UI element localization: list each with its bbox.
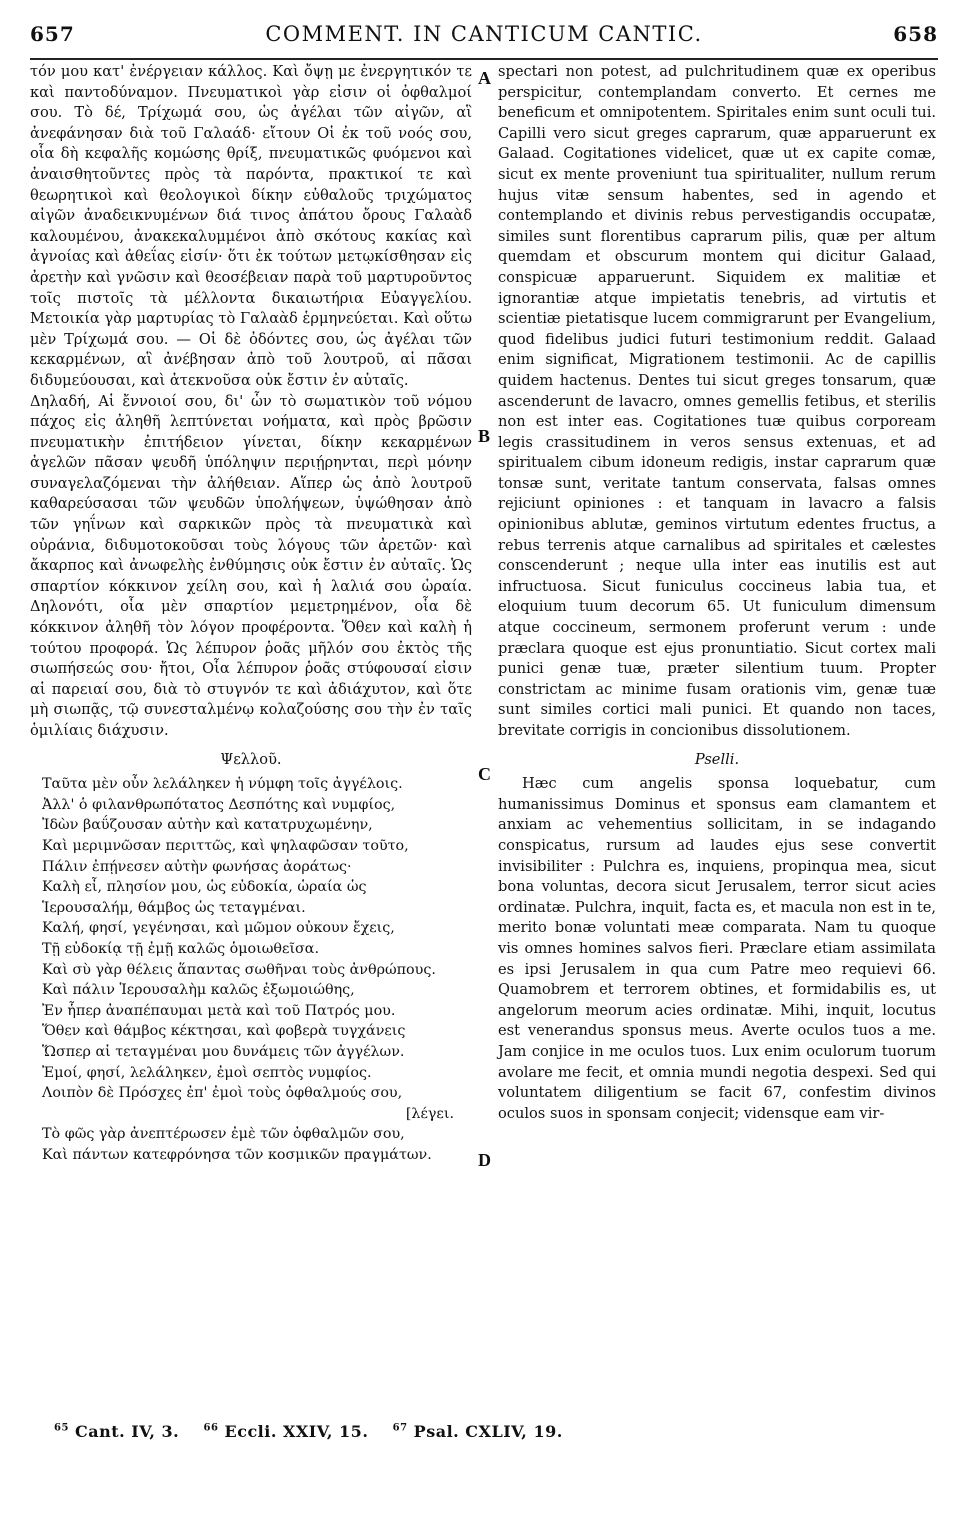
verse-line: Τὸ φῶς γὰρ ἀνεπτέρωσεν ἐμὲ τῶν ὀφθαλμῶν σου, xyxy=(42,1126,405,1143)
greek-column xyxy=(30,62,472,1165)
page-number-left: 657 xyxy=(30,22,75,46)
verse-line: Ὥσπερ αἱ τεταγμέναι μου δυνάμεις τῶν ἀγγέλων. xyxy=(42,1043,405,1060)
verse-line: Ἰδὼν βαΰζουσαν αὐτὴν καὶ κατατρυχωμένην, xyxy=(42,817,373,834)
greek-section-heading: Ψελλοῦ. xyxy=(220,750,282,768)
margin-letter-b: B xyxy=(478,426,491,446)
greek-paragraph-1: τόν μου κατ' ἐνέργειαν κάλλος. Καὶ ὄψῃ με ἐνεργητικόν τε καὶ παντοδύναμον. Πνευματικοὶ γὰρ εἰσιν οἱ ὀφθαλμοί σου. Τὸ δέ, Τρίχωμά σου, ὡς ἀγέλαι τῶν αἰγῶν, αἳ ἀνεφάνησαν διὰ τοῦ Γαλαάδ· εἴτουν Οἱ ἐκ τοῦ νοός σου, οἷα δὴ κεφαλῆς κομώσης θρίξ, πνευματικῶς φυόμενοι καὶ ἀναισθητοῦντες πρὸς τὰ παρόντα, πρακτικοί τε καὶ θεωρητικοὶ καὶ θεολογικοὶ δίκην εὐθαλοῦς τριχώματος αἰγῶν ἀναδεικνυμένων διά τινος ἀπάτου ὄρους Γαλαὰδ καλουμένου, ἀνακεκαλυμμένοι ἀπὸ σκότους κακίας καὶ ἀγνοίας καὶ ἀθεΐας εἰσίν· ὅτι ἐκ τούτων μετῳκίσθησαν εἰς ἀρετὴν καὶ γνῶσιν καὶ θεοσέβειαν παρὰ τοῦ μαρτυροῦντος τοῖς πιστοῖς τὰ μέλλοντα δικαιωτήρια Εὐαγγελίου. Μετοικία γὰρ μαρτυρίας τὸ Γαλαὰδ ἑρμηνεύεται. Καὶ οὕτω μὲν Τρίχωμά σου. — Οἱ δὲ ὀδόντες σου, ὡς ἀγέλαι τῶν κεκαρμένων, αἳ ἀνέβησαν ἀπὸ τοῦ λουτροῦ, αἱ πᾶσαι διδυμεύουσαι, καὶ ἀτεκνοῦσα οὐκ ἔστιν ἐν αὐταῖς. xyxy=(30,63,472,389)
running-header xyxy=(30,22,938,54)
latin-section-heading: Pselli. xyxy=(694,750,740,768)
margin-letter-d: D xyxy=(478,1150,491,1170)
margin-letter-a: A xyxy=(478,68,491,88)
running-title: COMMENT. IN CANTICUM CANTIC. xyxy=(265,22,703,46)
margin-letter-c: C xyxy=(478,764,491,784)
footnotes xyxy=(54,1422,563,1441)
verse-line: Ἐμοί, φησί, λελάληκεν, ἐμοὶ σεπτὸς νυμφίος. xyxy=(42,1064,372,1081)
latin-column xyxy=(498,62,936,1124)
verse-line: Ταῦτα μὲν οὖν λελάληκεν ἡ νύμφη τοῖς ἀγγέλοις. xyxy=(42,776,403,793)
verse-line: Καλὴ εἶ, πλησίον μου, ὡς εὐδοκία, ὡραία ὡς xyxy=(42,879,367,896)
verse-line: Λοιπὸν δὲ Πρόσχες ἐπ' ἐμοὶ τοὺς ὀφθαλμούς σου, xyxy=(42,1085,403,1102)
footnote-number: 65 xyxy=(54,1422,69,1434)
verse-line: Καὶ μεριμνῶσαν περιττῶς, καὶ ψηλαφῶσαν τοῦτο, xyxy=(42,837,409,854)
header-rule xyxy=(30,58,938,60)
verse-line: Τῇ εὐδοκίᾳ τῇ ἐμῇ καλῶς ὁμοιωθεῖσα. xyxy=(42,940,320,957)
latin-paragraph-2: Hæc cum angelis sponsa loquebatur, cum humanissimus Dominus et sponsus eam clamantem et anxiam ac vehementius sollicitam, in se indagando conspicatus, rursum ad laudes ejus sese convertit invisibiliter : Pulchra es, inquiens, propinqua mea, sicut bona voluntas, decora sicut Jerusalem, terror sicut acies ordinatæ. Pulchra, inquit, facta es, et macula non est in te, merito bonæ voluntati meæ comparata. Nam tu quoque vis omnes homines salvos fieri. Præclare etiam assimilata es ipsi Jerusalem in qua cum Patre meo requievi 66. Quamobrem et terrorem obtines, et formidabilis es, ut angelorum meorum acies ordinatæ. Mihi, inquit, locutus est venerandus sponsus meus. Averte oculos tuos a me. Jam conjice in me oculos tuos. Lux enim oculorum tuorum avolare me fecit, et omnia mundi negotia despexi. Sed qui voluntatem diligentium se facit 67, confestim divinos oculos suos in sponsam conjecit; vidensque eam vir- xyxy=(498,775,936,1122)
verse-line: [λέγει. xyxy=(405,1105,454,1122)
greek-paragraph-2: Δηλαδή, Αἱ ἔννοιοί σου, δι' ὧν τὸ σωματικὸν τοῦ νόμου πάχος εἰς ἀληθῆ λεπτύνεται νοήματα, καὶ πρὸς βρῶσιν πνευματικὴν ἐπιτήδειον γίνεται, δίκην κεκαρμένων ἀγελῶν πᾶσαν ψευδῆ ὑπόληψιν περιῄρηνται, περὶ μόνην συναγελαζόμεναι τὴν ἀλήθειαν. Αἵπερ ὡς ἀπὸ λουτροῦ καθαρεύσασαι τῶν ψευδῶν ὑπολήψεων, ὑψώθησαν ἀπὸ τῶν γηΐνων καὶ σαρκικῶν πρὸς τὰ πνευματικὰ καὶ οὐράνια, διδυμοτοκοῦσαι τοὺς λόγους τῶν ἀρετῶν· καὶ ἄκαρπος καὶ ἀνωφελὴς ἐνθύμησις οὐκ ἔστιν ἐν αὐταῖς. Ὡς σπαρτίον κόκκινον χείλη σου, καὶ ἡ λαλιά σου ὡραία. Δηλονότι, οἷα μὲν σπαρτίον μεμετρημένον, οἷα δὲ κόκκινον ἀληθῆ τὸν λόγον προφέροντα. Ὅθεν καὶ καλὴ ἡ τούτου προφορά. Ὡς λέπυρον ῥοᾶς μῆλόν σου ἐκτὸς τῆς σιωπήσεώς σου· ἤτοι, Οἷα λέπυρον ῥοᾶς στύφουσαί εἰσιν αἱ παρειαί σου, διὰ τὸ στυγνόν τε καὶ ἀδιάχυτον, καὶ ὅτε μὴ σιωπᾷς, τῷ συνεσταλμένῳ κολαζούσης σου τὴν ἐν ταῖς ὁμιλίαις διάχυσιν. xyxy=(30,392,472,739)
verse-line: Καὶ πάντων κατεφρόνησα τῶν κοσμικῶν πραγμάτων. xyxy=(42,1146,432,1163)
verse-line: Ἀλλ' ὁ φιλανθρωπότατος Δεσπότης καὶ νυμφίος, xyxy=(42,796,396,813)
page-number-right: 658 xyxy=(893,22,938,46)
footnote-number: 66 xyxy=(203,1422,219,1434)
verse-line: Ἐν ἧπερ ἀναπέπαυμαι μετὰ καὶ τοῦ Πατρός μου. xyxy=(42,1002,396,1019)
verse-line: Καὶ πάλιν Ἱερουσαλὴμ καλῶς ἐξωμοιώθης, xyxy=(42,982,355,999)
verse-line: Καὶ σὺ γὰρ θέλεις ἅπαντας σωθῆναι τοὺς ἀνθρώπους. xyxy=(42,961,436,978)
verse-line: Πάλιν ἐπῄνεσεν αὐτὴν φωνήσας ἀοράτως· xyxy=(42,858,352,875)
verse-line: Ἱερουσαλήμ, θάμβος ὡς τεταγμέναι. xyxy=(42,899,306,916)
footnote-number: 67 xyxy=(392,1422,408,1434)
latin-paragraph-1: spectari non potest, ad pulchritudinem quæ ex operibus perspicitur, contemplandam converto. Et cernes me beneficum et omnipotentem. Spiritales enim sunt oculi tui. Capilli vero sicut greges caprarum, quæ apparuerunt ex Galaad. Cogitationes videlicet, quæ ut ex capite comæ, sicut ex mente proveniunt tua spiritualiter, nullum rerum hujus vitæ sensum habentes, sed in agendo et contemplando et divinis rebus pervestigandis occupatæ, similes sunt florentibus caprarum pilis, quæ per altum quemdam et obscurum montem qui dicitur Galaad, conspicuæ apparuerunt. Siquidem ex malitiæ et ignorantiæ atque impietatis tenebris, ad virtutis et scientiæ pietatisque lucem commigrarunt per Evangelium, quod fidelibus judici futuri testimonium reddit. Galaad enim significat, Migrationem testimonii. Ac de capillis quidem hactenus. Dentes tui sicut greges tonsarum, quæ ascenderunt de lavacro, omnes gemellis fetibus, et sterilis non est inter eas. Cogitationes tuæ quibus corpoream legis crassitudinem in veros sensus extenuas, et ad spiritualem cibum idoneum redigis, instar caprarum quæ tonsæ sunt, veritate tantum conservata, falsas omnes rejiciunt opiniones : et tanquam in lavacro a falsis opinionibus ablutæ, geminos virtutum edentes fructus, a rebus terrenis atque carnalibus ad spiritales et cælestes conscenderunt ; neque ulla inter eas inutilis est aut infructuosa. Sicut funiculus coccineus labia tua, et eloquium tuum decorum 65. Ut funiculum dimensum atque coccineum, sermonem proferunt verum : unde præclara quoque est ejus pronuntiatio. Sicut cortex mali punici genæ tuæ, præter silentium tuum. Propter constrictam ac minime fusam orationis vim, genæ tuæ sunt similes cortici mali punici. Et quando non taces, brevitate corrigis in concionibus dissolutionem. xyxy=(498,63,936,739)
greek-verse-list xyxy=(30,774,472,1165)
verse-line: Ὅθεν καὶ θάμβος κέκτησαι, καὶ φοβερὰ τυγχάνεις xyxy=(42,1023,406,1040)
footnote: Cant. IV, 3. xyxy=(75,1422,180,1441)
verse-line: Καλή, φησί, γεγένησαι, καὶ μῶμον οὐκουν ἔχεις, xyxy=(42,920,395,937)
footnote: Eccli. XXIV, 15. xyxy=(224,1422,369,1441)
footnote: Psal. CXLIV, 19. xyxy=(413,1422,563,1441)
